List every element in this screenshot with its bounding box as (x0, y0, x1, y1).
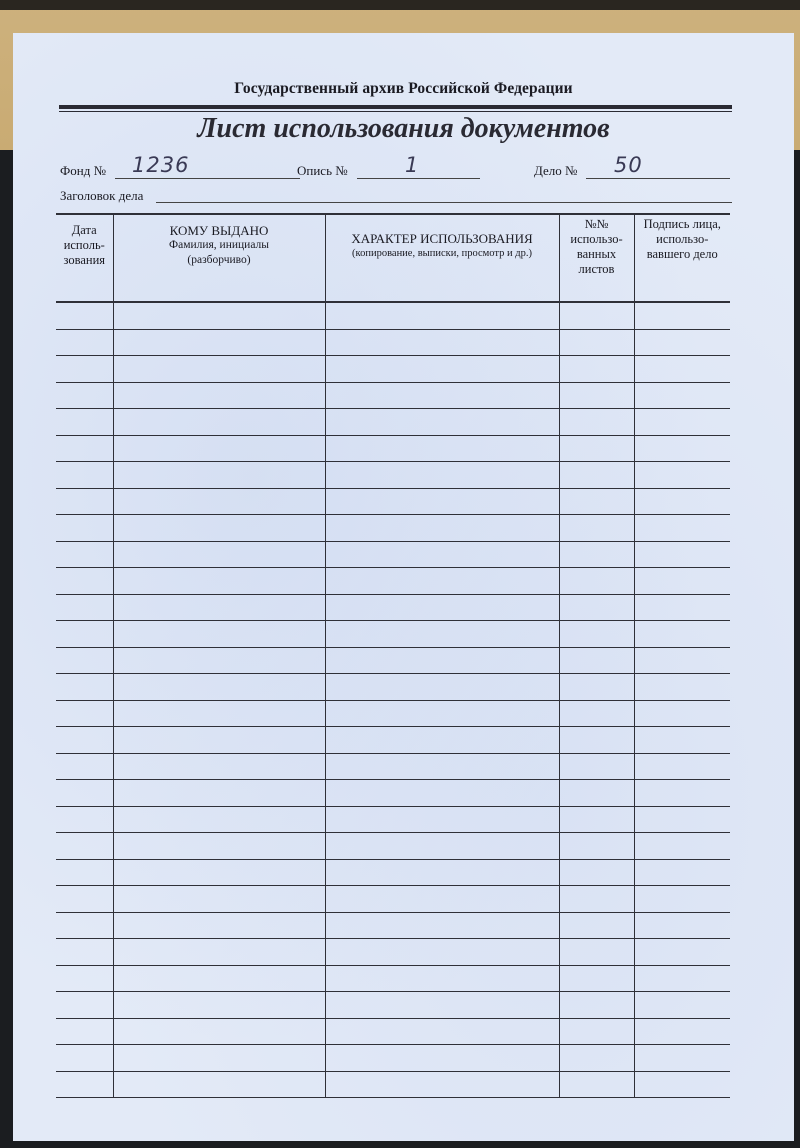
table-header-row (56, 214, 730, 302)
cell-sheets (559, 965, 634, 992)
cell-issued-to (113, 462, 325, 489)
cell-date (56, 647, 113, 674)
cell-date (56, 1018, 113, 1045)
cell-issued-to (113, 912, 325, 939)
cell-signature (634, 833, 730, 860)
cell-issued-to (113, 541, 325, 568)
col-usage-type-label: ХАРАКТЕР ИСПОЛЬЗОВАНИЯ (351, 231, 533, 246)
cell-signature (634, 435, 730, 462)
cell-sheets (559, 992, 634, 1019)
cell-sheets (559, 674, 634, 701)
cell-signature (634, 1071, 730, 1098)
table-row (56, 833, 730, 860)
col-issued-to-sub: Фамилия, инициалы (разборчиво) (169, 239, 269, 266)
cell-signature (634, 647, 730, 674)
table-row (56, 727, 730, 754)
col-usage-type (325, 214, 559, 302)
col-sheets (559, 214, 634, 302)
table-row (56, 912, 730, 939)
cell-sheets (559, 1071, 634, 1098)
fond-field (60, 153, 255, 183)
table-row (56, 382, 730, 409)
zagolovok-label: Заголовок дела (60, 188, 144, 203)
cell-sheets (559, 700, 634, 727)
cell-usage-type (325, 965, 559, 992)
cell-usage-type (325, 647, 559, 674)
cell-sheets (559, 727, 634, 754)
cell-usage-type (325, 833, 559, 860)
cell-sheets (559, 568, 634, 595)
cell-issued-to (113, 382, 325, 409)
cell-sheets (559, 621, 634, 648)
cell-signature (634, 780, 730, 807)
cell-issued-to (113, 515, 325, 542)
cell-usage-type (325, 992, 559, 1019)
table-row (56, 965, 730, 992)
cell-usage-type (325, 939, 559, 966)
fond-label: Фонд № (60, 163, 106, 178)
table-row (56, 435, 730, 462)
cell-usage-type (325, 674, 559, 701)
table-row (56, 859, 730, 886)
table-row (56, 806, 730, 833)
cell-issued-to (113, 859, 325, 886)
cell-signature (634, 674, 730, 701)
cell-date (56, 780, 113, 807)
cell-date (56, 488, 113, 515)
cell-usage-type (325, 859, 559, 886)
cell-date (56, 833, 113, 860)
table-row (56, 753, 730, 780)
col-issued-to-label: КОМУ ВЫДАНО (169, 223, 269, 238)
cell-issued-to (113, 302, 325, 329)
table-row (56, 541, 730, 568)
cell-signature (634, 939, 730, 966)
cell-date (56, 992, 113, 1019)
cell-sheets (559, 806, 634, 833)
table-row (56, 992, 730, 1019)
cell-date (56, 302, 113, 329)
opis-value: 1 (405, 153, 420, 177)
cell-signature (634, 621, 730, 648)
cell-usage-type (325, 700, 559, 727)
cell-issued-to (113, 886, 325, 913)
cell-sheets (559, 753, 634, 780)
cell-signature (634, 462, 730, 489)
cell-usage-type (325, 753, 559, 780)
table-row (56, 462, 730, 489)
table-row (56, 515, 730, 542)
cell-usage-type (325, 594, 559, 621)
table-row (56, 674, 730, 701)
table-row (56, 647, 730, 674)
cell-signature (634, 1045, 730, 1072)
cell-signature (634, 568, 730, 595)
cell-signature (634, 409, 730, 436)
cell-usage-type (325, 1045, 559, 1072)
cell-issued-to (113, 727, 325, 754)
cell-usage-type (325, 409, 559, 436)
delo-label: Дело № (534, 163, 578, 178)
cell-sheets (559, 435, 634, 462)
cell-issued-to (113, 647, 325, 674)
cell-signature (634, 541, 730, 568)
cell-date (56, 727, 113, 754)
cell-sheets (559, 886, 634, 913)
cell-issued-to (113, 356, 325, 383)
cell-date (56, 594, 113, 621)
usage-table (56, 213, 730, 1098)
table-row (56, 302, 730, 329)
cell-usage-type (325, 302, 559, 329)
opis-field (297, 153, 482, 183)
col-date-label: Дата исполь-зования (63, 223, 106, 267)
cell-signature (634, 992, 730, 1019)
cell-signature (634, 886, 730, 913)
table-row (56, 594, 730, 621)
table-row (56, 329, 730, 356)
col-sheets-label: №№ использо-ванных листов (570, 217, 623, 276)
cell-issued-to (113, 409, 325, 436)
cell-sheets (559, 1045, 634, 1072)
opis-underline (357, 178, 480, 179)
table-row (56, 780, 730, 807)
cell-signature (634, 700, 730, 727)
fond-value: 1236 (132, 153, 190, 177)
zagolovok-underline (156, 202, 732, 203)
cell-date (56, 939, 113, 966)
cell-date (56, 674, 113, 701)
cell-usage-type (325, 727, 559, 754)
cell-signature (634, 727, 730, 754)
cell-signature (634, 912, 730, 939)
cell-issued-to (113, 1018, 325, 1045)
table-row (56, 488, 730, 515)
fond-underline (115, 178, 300, 179)
header-rule-thick (59, 105, 732, 109)
cell-date (56, 621, 113, 648)
cell-date (56, 886, 113, 913)
cell-issued-to (113, 992, 325, 1019)
cell-signature (634, 1018, 730, 1045)
col-usage-type-sub: (копирование, выписки, просмотр и др.) (352, 248, 532, 259)
cell-issued-to (113, 833, 325, 860)
col-issued-to (113, 214, 325, 302)
table-row (56, 886, 730, 913)
cell-issued-to (113, 965, 325, 992)
table-row (56, 1071, 730, 1098)
cell-signature (634, 302, 730, 329)
cell-usage-type (325, 886, 559, 913)
col-signature (634, 214, 730, 302)
sheet-title: Лист использования документов (197, 113, 610, 144)
cell-sheets (559, 382, 634, 409)
header-rule-thin (59, 111, 732, 112)
cell-sheets (559, 488, 634, 515)
cell-usage-type (325, 541, 559, 568)
cell-sheets (559, 541, 634, 568)
cell-date (56, 435, 113, 462)
cell-sheets (559, 302, 634, 329)
cell-usage-type (325, 329, 559, 356)
cell-sheets (559, 329, 634, 356)
archive-name: Государственный архив Российской Федерации (234, 80, 573, 97)
col-date (56, 214, 113, 302)
cell-issued-to (113, 568, 325, 595)
cell-signature (634, 859, 730, 886)
cell-date (56, 568, 113, 595)
cell-usage-type (325, 356, 559, 383)
cell-date (56, 462, 113, 489)
cell-date (56, 382, 113, 409)
cell-signature (634, 329, 730, 356)
cell-sheets (559, 594, 634, 621)
cell-issued-to (113, 435, 325, 462)
cell-issued-to (113, 488, 325, 515)
cell-usage-type (325, 382, 559, 409)
cell-issued-to (113, 1071, 325, 1098)
table-row (56, 939, 730, 966)
cell-usage-type (325, 435, 559, 462)
cell-usage-type (325, 515, 559, 542)
delo-field (534, 153, 734, 183)
cell-usage-type (325, 806, 559, 833)
table-body (56, 302, 730, 1098)
cell-sheets (559, 462, 634, 489)
cell-sheets (559, 1018, 634, 1045)
cell-usage-type (325, 568, 559, 595)
cell-date (56, 859, 113, 886)
cell-signature (634, 965, 730, 992)
opis-label: Опись № (297, 163, 348, 178)
cell-date (56, 329, 113, 356)
delo-value: 50 (614, 153, 643, 177)
cell-sheets (559, 780, 634, 807)
cell-issued-to (113, 594, 325, 621)
zagolovok-field (60, 188, 732, 208)
table-row (56, 700, 730, 727)
col-signature-label: Подпись лица, использо-вавшего дело (643, 217, 721, 261)
cell-issued-to (113, 674, 325, 701)
cell-usage-type (325, 488, 559, 515)
cell-date (56, 1045, 113, 1072)
cell-signature (634, 488, 730, 515)
cell-sheets (559, 912, 634, 939)
cell-sheets (559, 515, 634, 542)
cell-date (56, 356, 113, 383)
cell-signature (634, 382, 730, 409)
cell-issued-to (113, 621, 325, 648)
cell-sheets (559, 647, 634, 674)
cell-usage-type (325, 780, 559, 807)
cell-date (56, 409, 113, 436)
cell-signature (634, 594, 730, 621)
cell-signature (634, 515, 730, 542)
table-row (56, 409, 730, 436)
cell-date (56, 806, 113, 833)
cell-usage-type (325, 912, 559, 939)
cell-usage-type (325, 1018, 559, 1045)
cell-usage-type (325, 462, 559, 489)
cell-sheets (559, 356, 634, 383)
cell-sheets (559, 833, 634, 860)
cell-date (56, 541, 113, 568)
cell-sheets (559, 409, 634, 436)
table-row (56, 568, 730, 595)
cell-issued-to (113, 329, 325, 356)
delo-underline (586, 178, 730, 179)
cell-date (56, 1071, 113, 1098)
table-row (56, 356, 730, 383)
cell-date (56, 753, 113, 780)
cell-issued-to (113, 806, 325, 833)
cell-date (56, 965, 113, 992)
cell-sheets (559, 859, 634, 886)
cell-issued-to (113, 939, 325, 966)
cell-usage-type (325, 621, 559, 648)
cell-issued-to (113, 753, 325, 780)
cell-usage-type (325, 1071, 559, 1098)
document-sheet (13, 33, 794, 1141)
cell-date (56, 912, 113, 939)
cell-sheets (559, 939, 634, 966)
cell-date (56, 700, 113, 727)
table-row (56, 1045, 730, 1072)
table-row (56, 621, 730, 648)
cell-signature (634, 356, 730, 383)
cell-signature (634, 753, 730, 780)
cell-issued-to (113, 780, 325, 807)
cell-issued-to (113, 700, 325, 727)
cell-date (56, 515, 113, 542)
cell-signature (634, 806, 730, 833)
table-row (56, 1018, 730, 1045)
cell-issued-to (113, 1045, 325, 1072)
